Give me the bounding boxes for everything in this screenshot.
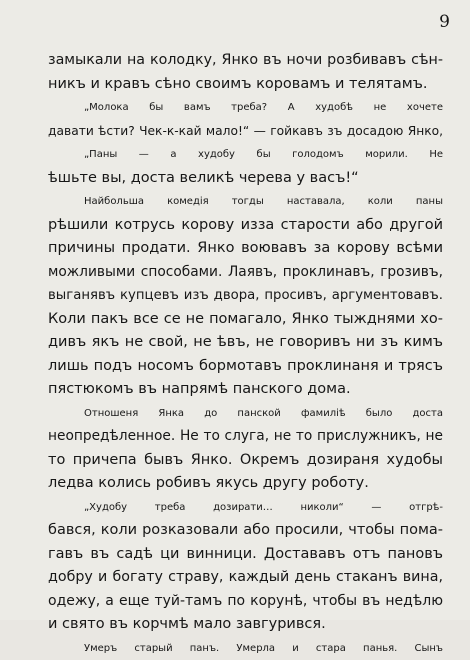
text-line: пястюкомъ въ напрямѣ панского дома. — [48, 378, 443, 402]
text-line: дивъ якъ не свой, не ѣвъ, не говоривъ ни зъ кимъ — [48, 331, 443, 355]
text-line: выганявъ купцевъ изъ двора, просивъ, аргументовавъ. — [48, 284, 443, 308]
text-line: Умеръ старый панъ. Умерла и стара панья. Сынъ — [48, 637, 443, 660]
text-line: Найбольша комедія тогды наставала, коли паны — [48, 190, 443, 214]
text-line: лишь подъ носомъ бормотавъ проклинаня и трясъ — [48, 355, 443, 379]
text-line: бався, коли розказовали або просили, чтобы пома- — [48, 519, 443, 543]
text-line: „Молока бы вамъ треба? А худобѣ не хочете — [48, 96, 443, 120]
text-line: ѣшьте вы, доста великѣ черева у васъ!“ — [48, 167, 443, 191]
text-line: гавъ въ садѣ ци винници. Достававъ отъ пановъ — [48, 543, 443, 567]
text-line: добру и богату страву, каждый день стаканъ вина, — [48, 566, 443, 590]
text-line: замыкали на колодку, Янко въ ночи розбивавъ сѣн- — [48, 49, 443, 73]
text-line: рѣшили котрусь корову изза старости або другой — [48, 214, 443, 238]
text-line: и свято въ корчмѣ мало завгурився. — [48, 613, 443, 637]
text-line: одежу, а еще туй-тамъ по корунѣ, чтобы въ недѣлю — [48, 590, 443, 614]
text-line: можливыми способами. Лаявъ, проклинавъ, грозивъ, — [48, 261, 443, 285]
text-line: неопредѣленное. Не то слуга, не то прислужникъ, не — [48, 425, 443, 449]
text-line: никъ и кравъ сѣно своимъ коровамъ и телятамъ. — [48, 73, 443, 97]
text-line: то причепа бывъ Янко. Окремъ дозираня худобы — [48, 449, 443, 473]
text-line: причины продати. Янко воювавъ за корову всѣми — [48, 237, 443, 261]
text-line: Коли пакъ все се не помагало, Янко тыжднями хо- — [48, 308, 443, 332]
body-text — [48, 49, 443, 660]
text-line: Отношеня Янка до панской фамиліѣ было доста — [48, 402, 443, 426]
text-line: „Худобу треба дозирати… николи“ — отгрѣ- — [48, 496, 443, 520]
text-line: давати ѣсти? Чек-к-кай мало!“ — гойкавъ зъ досадою Янко, — [48, 120, 443, 144]
text-line: ледва колись робивъ якусь другу роботу. — [48, 472, 443, 496]
page-number: 9 — [439, 12, 450, 32]
text-line: „Паны — а худобу бы голодомъ морили. Не — [48, 143, 443, 167]
